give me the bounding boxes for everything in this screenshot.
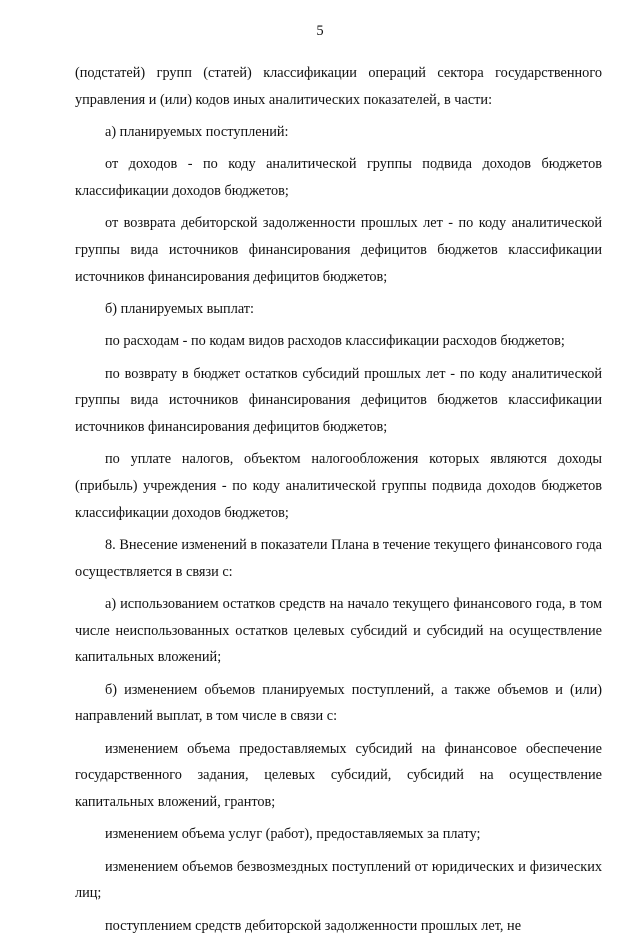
paragraph: от доходов - по коду аналитической группы подвида доходов бюджетов классификации доходов бюджетов; xyxy=(75,156,602,199)
paragraph: поступлением средств дебиторской задолженности прошлых лет, не xyxy=(105,917,522,934)
paragraph: б) изменением объемов планируемых поступлений, а также объемов и (или) направлений выплат, в том числе в связи с: xyxy=(75,681,602,725)
document-body xyxy=(75,60,602,945)
paragraph: а) планируемых поступлений: xyxy=(105,124,289,140)
paragraph: по расходам - по кодам видов расходов классификации расходов бюджетов; xyxy=(105,333,565,350)
paragraph: изменением объема услуг (работ), предоставляемых за плату; xyxy=(105,826,481,843)
page-number: 5 xyxy=(316,23,324,39)
paragraph: по возврату в бюджет остатков субсидий прошлых лет - по коду аналитической группы вида источников финансирования дефицитов бюджетов классификации источников финансирования дефицитов бюджетов; xyxy=(75,365,602,435)
paragraph: изменением объемов безвозмездных поступлений от юридических и физических лиц; xyxy=(75,858,602,902)
paragraph: по уплате налогов, объектом налогообложения которых являются доходы (прибыль) учреждения - по коду аналитической группы подвида доходов бюджетов классификации доходов бюджетов; xyxy=(75,451,602,521)
paragraph: б) планируемых выплат: xyxy=(105,301,255,317)
paragraph: от возврата дебиторской задолженности прошлых лет - по коду аналитической группы вида источников финансирования дефицитов бюджетов классификации источников финансирования дефицитов бюджетов; xyxy=(75,215,602,285)
paragraph: изменением объема предоставляемых субсидий на финансовое обеспечение государственного задания, целевых субсидий, субсидий на осуществление капитальных вложений, грантов; xyxy=(75,740,602,811)
paragraph: (подстатей) групп (статей) классификации операций сектора государственного управления и (или) кодов иных аналитических показателей, в части: xyxy=(75,65,602,108)
paragraph: а) использованием остатков средств на начало текущего финансового года, в том числе неиспользованных остатков целевых субсидий и субсидий на осуществление капитальных вложений; xyxy=(75,596,602,666)
paragraph: 8. Внесение изменений в показатели Плана в течение текущего финансового года осуществляется в связи с: xyxy=(75,537,602,580)
